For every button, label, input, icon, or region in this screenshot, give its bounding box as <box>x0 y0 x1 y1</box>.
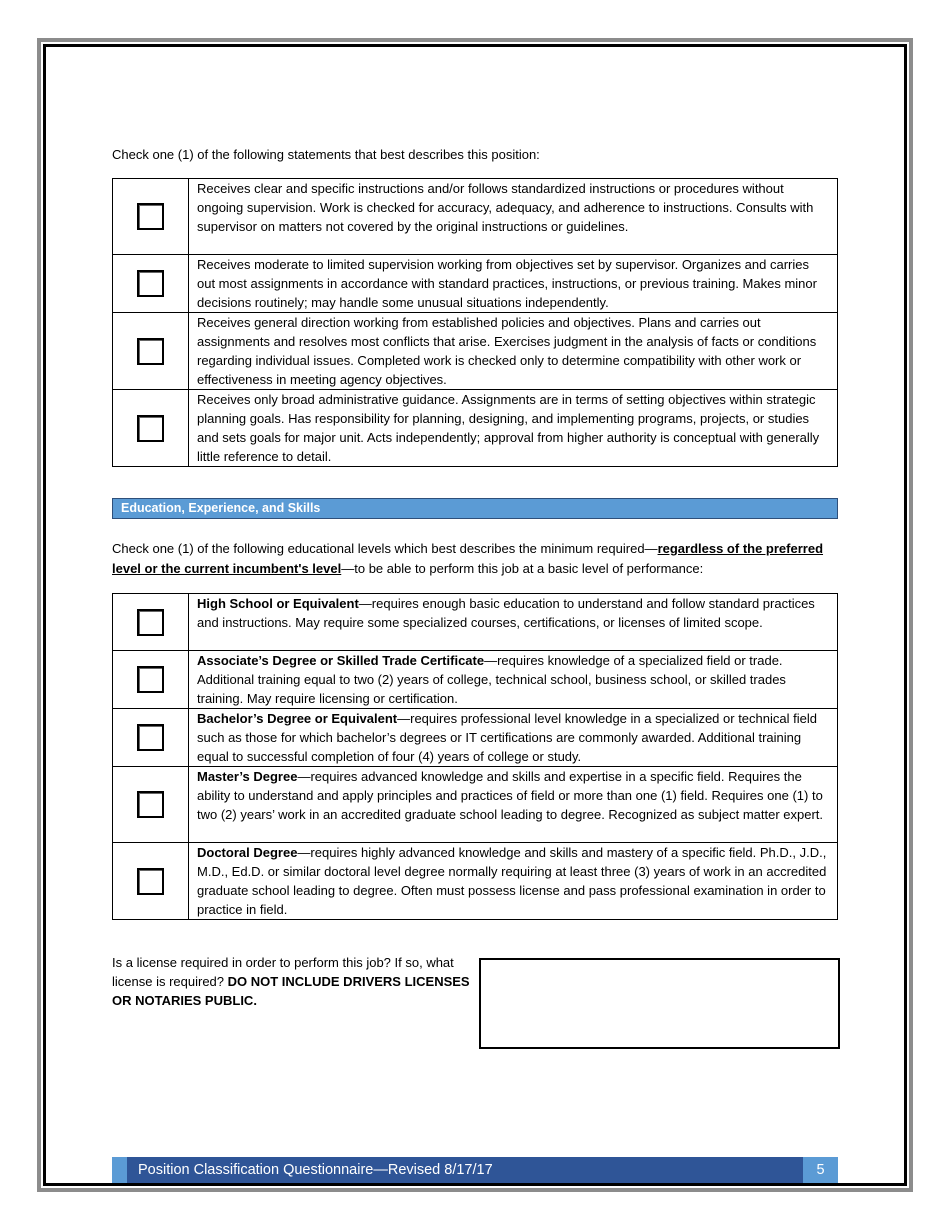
education-level-4-checkbox[interactable] <box>137 791 164 818</box>
education-level-2-checkbox[interactable] <box>137 666 164 693</box>
supervision-intro: Check one (1) of the following statements that best describes this position: <box>112 147 540 162</box>
education-intro-lead: Check one (1) of the following educational levels which best describes the minimum required— <box>112 541 658 556</box>
education-level-5-title: Doctoral Degree <box>197 845 298 860</box>
supervision-option-1-checkbox[interactable] <box>137 203 164 230</box>
page-footer <box>112 1157 838 1183</box>
education-level-5-checkbox[interactable] <box>137 868 164 895</box>
education-section-header: Education, Experience, and Skills <box>112 498 838 519</box>
education-level-row <box>113 594 838 651</box>
education-level-row <box>113 767 838 843</box>
page-number: 5 <box>803 1157 838 1183</box>
supervision-option-row <box>113 390 838 467</box>
education-intro-tail: —to be able to perform this job at a basic level of performance: <box>341 561 704 576</box>
supervision-option-4-text: Receives only broad administrative guidance. Assignments are in terms of setting objectives within strategic planning goals. Has responsibility for planning, designing, and implementing programs, projects, or studies and sets goals for major unit. Acts independently; approval from higher authority is conceptual with generally little reference to detail. <box>189 390 838 467</box>
supervision-option-3-text: Receives general direction working from established policies and objectives. Plans and carries out assignments and resolves most conflicts that arise. Exercises judgment in the analysis of facts or conditions regarding individual issues. Completed work is checked only to determine compatibility with other work or effectiveness in meeting agency objectives. <box>189 313 838 390</box>
supervision-option-row <box>113 255 838 313</box>
education-level-3-checkbox[interactable] <box>137 724 164 751</box>
education-level-4-title: Master’s Degree <box>197 769 298 784</box>
education-level-row <box>113 709 838 767</box>
education-intro <box>112 539 838 579</box>
supervision-option-row <box>113 313 838 390</box>
supervision-options-table <box>112 178 838 467</box>
education-levels-table <box>112 593 838 920</box>
education-level-4-text: —requires advanced knowledge and skills and expertise in a specific field. Requires the ability to understand and apply principles and practices of field or more than one (1) field. Requires one (1) to two (2) years’ work in an accredited graduate school leading to degree. Recognized as subject matter expert. <box>197 769 824 822</box>
supervision-option-2-text: Receives moderate to limited supervision working from objectives set by supervisor. Organizes and carries out most assignments in accordance with standard practices, instructions, or previous training. Makes minor decisions routinely; may handle some unusual situations independently. <box>189 255 838 313</box>
license-question-text: Is a license required in order to perform this job? If so, what license is required? <box>112 955 454 989</box>
education-level-1-text: —requires enough basic education to understand and follow standard practices and instructions. May require some specialized courses, certifications, or licenses of limited scope. <box>197 596 815 630</box>
supervision-option-2-checkbox[interactable] <box>137 270 164 297</box>
footer-title: Position Classification Questionnaire—Revised 8/17/17 <box>127 1157 803 1183</box>
education-intro-emphasis: regardless of the preferred level or the current incumbent's level <box>112 541 824 576</box>
education-level-row <box>113 651 838 709</box>
education-level-3-text: —requires professional level knowledge in a specialized or technical field such as those for which bachelor’s degrees or IT certifications are commonly awarded. Additional training equal to successful completion of four (4) years of college or study. <box>197 711 817 764</box>
supervision-option-row <box>113 179 838 255</box>
education-level-row <box>113 843 838 920</box>
supervision-option-3-checkbox[interactable] <box>137 338 164 365</box>
education-level-1-checkbox[interactable] <box>137 609 164 636</box>
license-warning: DO NOT INCLUDE DRIVERS LICENSES OR NOTARIES PUBLIC. <box>112 974 470 1008</box>
education-level-3-title: Bachelor’s Degree or Equivalent <box>197 711 398 726</box>
education-level-1-title: High School or Equivalent <box>197 596 359 611</box>
license-question <box>112 953 472 1010</box>
supervision-option-1-text: Receives clear and specific instructions and/or follows standardized instructions or procedures without ongoing supervision. Work is checked for accuracy, adequacy, and adherence to instructions. Consults with supervisor on matters not covered by the original instructions or guidelines. <box>189 179 838 255</box>
education-level-5-text: —requires highly advanced knowledge and skills and mastery of a specific field. Ph.D., J.D., M.D., Ed.D. or similar doctoral level degree normally requiring at least three (3) years of work in an accredited graduate school leading to degree. Often must possess license and pass professional examination in order to practice in field. <box>197 845 827 917</box>
education-level-2-text: —requires knowledge of a specialized field or trade. Additional training equal to two (2) years of college, technical school, business school, or skilled trades training. May require licensing or certification. <box>197 653 786 706</box>
education-level-2-title: Associate’s Degree or Skilled Trade Certificate <box>197 653 485 668</box>
footer-accent <box>112 1157 127 1183</box>
license-answer-field[interactable] <box>479 958 840 1049</box>
supervision-option-4-checkbox[interactable] <box>137 415 164 442</box>
